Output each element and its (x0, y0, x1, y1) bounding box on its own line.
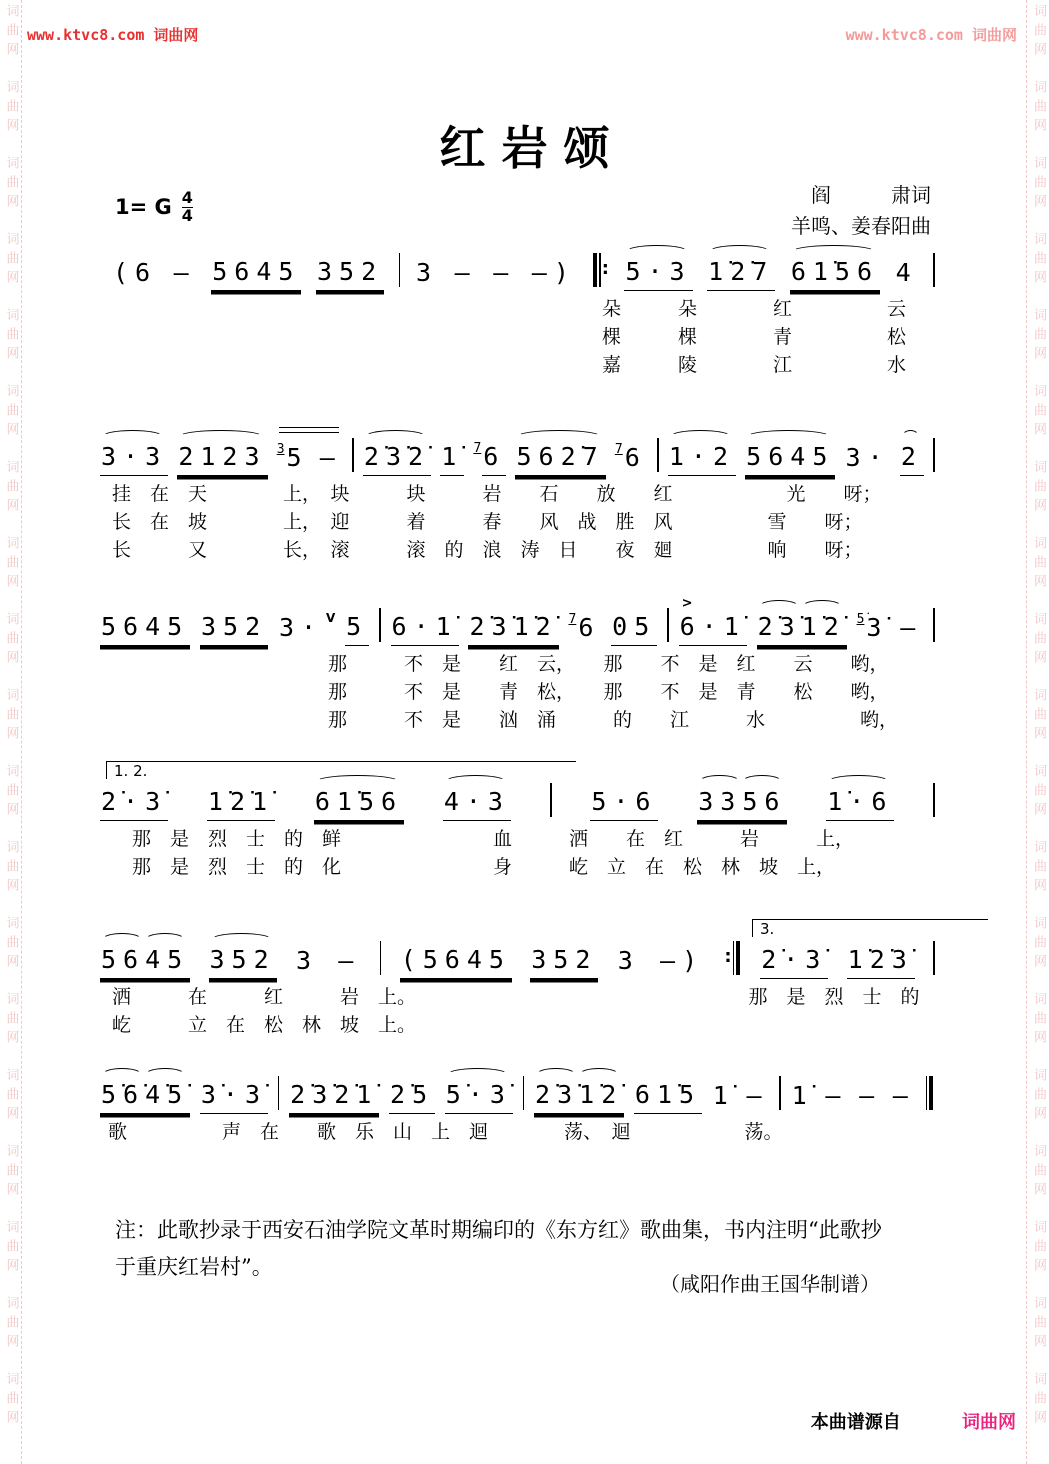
note-group: 5·3 (624, 258, 692, 291)
notes-row (100, 1068, 935, 1114)
note-group: — (454, 258, 477, 288)
note-group: 2̇·3̇ (760, 946, 828, 979)
music-system (100, 596, 935, 734)
note-group: 1̇2̇1̇ (207, 788, 275, 821)
barline-single (278, 1073, 280, 1113)
grace-note: 5̇ (856, 612, 865, 628)
slur-mark (699, 775, 782, 786)
lyric-line: 朵 朵 红 云 (602, 298, 907, 320)
lyric-line: 挂 在 天 上， 块 块 岩 石 放 红 光 呀； (112, 483, 882, 505)
barline-single (380, 938, 382, 978)
barline-single (667, 605, 669, 645)
note-group: — (746, 1081, 769, 1111)
note-group: 2̇·3̇ (100, 788, 168, 821)
note-group: 1̇ (440, 443, 464, 476)
note-group: 1̇2̇7 (707, 258, 775, 291)
site-watermark-top-left[interactable]: www.ktvc8.com 词曲网 (27, 26, 199, 44)
note-group: 562̇7 (515, 443, 605, 476)
lyric-line: 那 不 是 青 松， 那 不 是 青 松 哟， (328, 681, 889, 703)
note-group: 352 (530, 946, 598, 979)
lyrics-block (100, 825, 935, 881)
footer (0, 1408, 1016, 1434)
lyrics-block (100, 480, 935, 564)
grace-note: 7 (568, 612, 577, 628)
barline-final (926, 1073, 935, 1113)
lyric-line: 那 不 是 汹 涌 的 江 水 哟， (328, 709, 899, 731)
composer-credit: 羊鸣、姜春阳曲 (791, 214, 931, 238)
time-signature: 4 4 (181, 188, 193, 225)
note-group: 2̇3̇1̇2̇ (468, 613, 558, 646)
note-group: 61̇56 (790, 258, 880, 291)
lyrics-block (112, 295, 935, 379)
note-group: 2̇3̇2̇1̇ (289, 1081, 379, 1114)
barline-end: : (723, 938, 742, 978)
note-group: 3·3 (100, 443, 168, 476)
note-group: 2̇3̇1̇2̇ (534, 1081, 624, 1114)
footnote-line: 于重庆红岩村”。 (115, 1255, 273, 1279)
slur-mark (102, 1068, 185, 1079)
barline-single (399, 250, 401, 290)
notes-row (100, 596, 935, 646)
barline-single (352, 435, 354, 475)
music-system (112, 245, 935, 379)
note-group: 5·6 (590, 788, 658, 821)
grace-note: 7 (614, 442, 623, 458)
note-group: 6·1̇ (391, 613, 459, 646)
note-group: —) (531, 258, 576, 288)
note-group: 1̇·6 (826, 788, 894, 821)
note-group: 3 (416, 258, 439, 288)
note-group: 5̇·3̇ (445, 1081, 513, 1114)
music-system (100, 920, 935, 1039)
key-tonic: 1= G (115, 195, 172, 220)
lyric-line: 长 又 长， 滚 滚 的 浪 涛 日 夜 廻 响 呀； (112, 539, 863, 561)
note-group: — (859, 1081, 882, 1111)
note-group: — (825, 1081, 848, 1111)
barline-single (933, 938, 935, 978)
note-group: — (900, 613, 923, 643)
lyric-line: 歌 声 在 歌 乐 山 上 迴 荡、 迴 荡。 (108, 1121, 783, 1143)
barline-single (657, 435, 659, 475)
note-group: 2 (900, 443, 924, 476)
grace-note: 7 (473, 441, 482, 457)
barline-single (379, 605, 381, 645)
footer-source-label: 本曲谱源自 (810, 1412, 901, 1433)
note-group: 2123 (177, 443, 267, 476)
lyric-line: 棵 棵 青 松 (602, 326, 907, 348)
note-group: $^7$6 (473, 443, 506, 476)
note-group: 2̇3̇2̇ (363, 443, 431, 476)
note-group: $^7$6 (614, 442, 647, 473)
note-group: 5 (345, 613, 369, 646)
note-group: 5̇6̇4̇5̇ (100, 1081, 190, 1114)
note-group: > 6·1̇ (679, 613, 747, 646)
lyric-line: 屹 立 在 松 林 坡 上。 (112, 1014, 417, 1036)
music-system (100, 1068, 935, 1146)
lyric-line: 那 是 烈 士 的 化 身 屹 立 在 松 林 坡 上， (132, 856, 836, 878)
barline-single (933, 250, 935, 290)
notes-row (112, 245, 935, 291)
note-group: 3356 (697, 788, 787, 821)
lyric-line: 长 在 坡 上， 迎 着 春 风 战 胜 风 雪 呀； (112, 511, 863, 533)
note-group: $^3$5 (277, 444, 310, 476)
breath-mark: V (326, 611, 336, 626)
barline-single (933, 780, 935, 820)
lyric-line: 洒 在 红 岩 上。 那 是 烈 士 的 (112, 986, 920, 1008)
note-group: 5645 (211, 258, 301, 291)
note-group: 61̇5 (634, 1081, 702, 1114)
left-border-text: 词曲网 词曲网 词曲网 词曲网 词曲网 词曲网 词曲网 词曲网 词曲网 词曲网 词曲网 词曲网 词曲网 词曲网 词曲网 词曲网 词曲网 词曲网 词曲网 (3, 4, 19, 1429)
slur-mark (536, 1068, 619, 1079)
song-title: 红岩颂 (439, 121, 626, 175)
volta-bracket: 3. (752, 919, 988, 937)
lyricist-credit: 阎 肃词 (811, 183, 931, 207)
right-border-text: 词曲网 词曲网 词曲网 词曲网 词曲网 词曲网 词曲网 词曲网 词曲网 词曲网 词曲网 词曲网 词曲网 词曲网 词曲网 词曲网 词曲网 词曲网 词曲网 (1031, 4, 1046, 1429)
grace-note: 3 (276, 442, 285, 458)
note-group: 1̇ (791, 1081, 814, 1111)
slur-mark (102, 600, 331, 611)
notes-row (100, 775, 935, 821)
barline-single (523, 1073, 525, 1113)
barline-single (550, 780, 552, 820)
lyric-line: 那 不 是 红 云， 那 不 是 红 云 哟， (328, 653, 889, 675)
note-group: —) (660, 946, 705, 976)
music-system (100, 762, 935, 881)
notes-row (100, 933, 935, 979)
note-group: 5645 (745, 443, 835, 476)
note-group: — (319, 443, 342, 473)
barline-single (779, 1073, 781, 1113)
lyric-line: 嘉 陵 江 水 (602, 354, 907, 376)
music-system (100, 430, 935, 564)
lyrics-block (100, 983, 935, 1039)
note-group: — (892, 1081, 915, 1111)
note-group: 352 (200, 613, 268, 646)
note-group: 3̇·3̇ (200, 1081, 268, 1114)
footnote-line: 注：此歌抄录于西安石油学院文革时期编印的《东方红》歌曲集，书内注明“此歌抄 (115, 1218, 882, 1242)
lyrics-block (100, 650, 935, 734)
lyrics-block (100, 1118, 935, 1146)
barline-single (933, 605, 935, 645)
note-group: 05 (611, 613, 657, 646)
note-group: 5645 (100, 946, 190, 979)
site-watermark-top-right[interactable]: www.ktvc8.com 词曲网 (845, 26, 1017, 44)
footer-brand-link[interactable]: 词曲网 (962, 1412, 1016, 1433)
arranger-credit: （咸阳作曲王国华制谱） (660, 1272, 880, 1296)
note-group: (6 (113, 258, 158, 288)
note-group: 4·3 (443, 788, 511, 821)
note-group: 4 (895, 258, 918, 288)
note-group: $^7$6 (568, 612, 601, 643)
note-group: 5645 (100, 613, 190, 646)
note-group: 352 (316, 258, 384, 291)
note-group: 1̇ (712, 1081, 735, 1111)
note-group: 3 (617, 946, 640, 976)
note-group: 61̇56 (314, 788, 404, 821)
note-group: 3· (845, 443, 890, 473)
note-group: 1̇2̇3̇ (847, 946, 915, 979)
slur-mark (279, 427, 339, 433)
note-group: 2̇3̇1̇2̇ (757, 613, 847, 646)
note-group: 352 (209, 946, 277, 979)
slur-mark (102, 933, 185, 944)
note-group: 2̇5 (389, 1081, 435, 1114)
lyric-line: 那 是 烈 士 的 鲜 血 洒 在 红 岩 上， (132, 828, 855, 850)
note-group: $^{5̇}$3̇ (856, 612, 889, 643)
note-group: — (338, 946, 361, 976)
note-group: — (493, 258, 516, 288)
slur-mark (759, 600, 842, 611)
note-group: 1·2 (668, 443, 736, 476)
note-group: (5645 (400, 946, 512, 979)
barline-begin: : (591, 250, 610, 290)
volta-bracket: 1. 2. (106, 761, 576, 779)
notes-row (100, 430, 935, 476)
note-group: 3 (295, 946, 318, 976)
barline-single (933, 435, 935, 475)
slur-mark (213, 245, 380, 256)
note-group: — (173, 258, 196, 288)
note-group: 3· $^V$ (278, 611, 336, 643)
